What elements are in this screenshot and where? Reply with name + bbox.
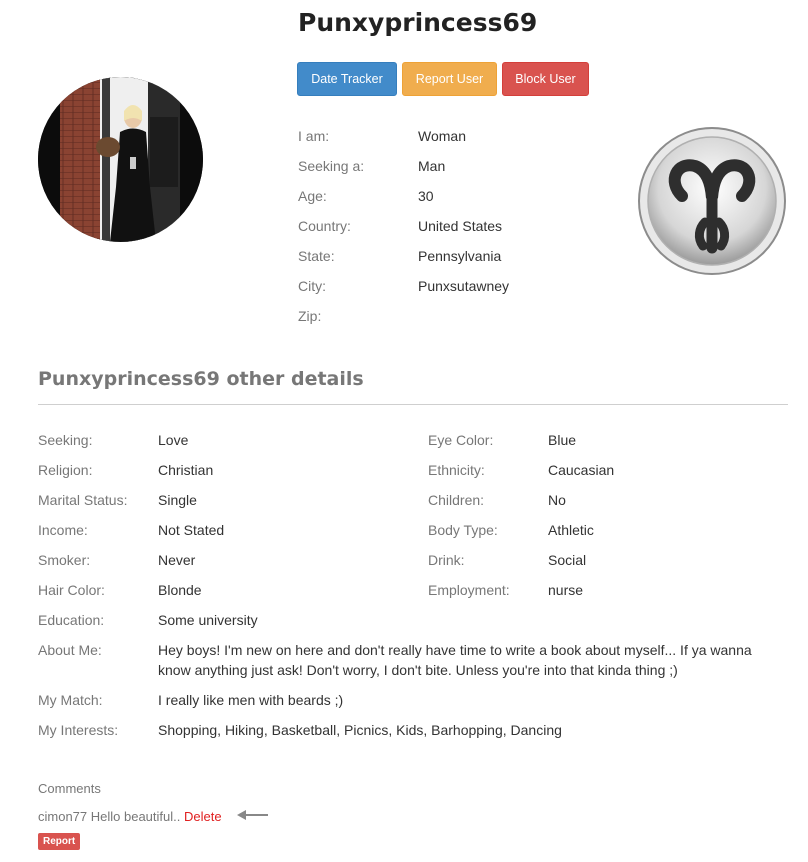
detail-label-education: Education: — [38, 612, 105, 628]
detail-label-drink: Drink: — [428, 552, 465, 568]
detail-value-income: Not Stated — [158, 522, 225, 538]
detail-value-children: No — [548, 492, 566, 508]
detail-label-ethnicity: Ethnicity: — [428, 462, 485, 478]
my-match-text: I really like men with beards ;) — [158, 692, 344, 708]
basic-value-country: United States — [418, 218, 503, 234]
detail-label-marital-status: Marital Status: — [38, 492, 128, 508]
basic-value-seeking: Man — [418, 158, 446, 174]
basic-label-age: Age: — [298, 188, 327, 204]
detail-value-body-type: Athletic — [548, 522, 594, 538]
my-interests-label: My Interests: — [38, 722, 119, 738]
aries-icon — [637, 126, 787, 276]
my-interests-text: Shopping, Hiking, Basketball, Picnics, Kids, Barhopping, Dancing — [158, 722, 562, 738]
detail-value-religion: Christian — [158, 462, 214, 478]
detail-label-religion: Religion: — [38, 462, 93, 478]
detail-label-body-type: Body Type: — [428, 522, 498, 538]
detail-label-seeking: Seeking: — [38, 432, 93, 448]
about-me-text: Hey boys! I'm new on here and don't really have time to write a book about myself... If ya wanna know anything just ask! Don't worry, I don't bite. Unless you're into that kinda thing ;) — [158, 642, 752, 678]
my-match-label: My Match: — [38, 692, 103, 708]
detail-label-income: Income: — [38, 522, 88, 538]
detail-value-employment: nurse — [548, 582, 584, 598]
report-user-button[interactable]: Report User — [402, 62, 497, 96]
basic-value-state: Pennsylvania — [418, 248, 502, 264]
detail-value-smoker: Never — [158, 552, 196, 568]
detail-value-marital-status: Single — [158, 492, 197, 508]
date-tracker-button[interactable]: Date Tracker — [297, 62, 397, 96]
profile-photo — [38, 77, 203, 242]
detail-value-seeking: Love — [158, 432, 189, 448]
basic-value-age: 30 — [418, 188, 434, 204]
basic-value-city: Punxsutawney — [418, 278, 510, 294]
detail-label-children: Children: — [428, 492, 485, 508]
comment-report-button[interactable]: Report — [38, 833, 80, 850]
detail-label-smoker: Smoker: — [38, 552, 91, 568]
profile-username: Punxyprincess69 — [298, 8, 538, 37]
basic-label-zip: Zip: — [298, 308, 322, 324]
comments-title: Comments — [38, 781, 101, 796]
detail-value-education: Some university — [158, 612, 258, 628]
arrow-left-icon — [236, 808, 270, 827]
comment-text: cimon77 Hello beautiful.. — [38, 809, 181, 824]
basic-label-iam: I am: — [298, 128, 330, 144]
basic-label-city: City: — [298, 278, 326, 294]
block-user-button[interactable]: Block User — [502, 62, 589, 96]
about-me-label: About Me: — [38, 642, 102, 658]
comment-delete-link[interactable]: Delete — [183, 809, 222, 824]
detail-value-eye-color: Blue — [548, 432, 577, 448]
comment-item — [38, 809, 222, 824]
basic-label-country: Country: — [298, 218, 351, 234]
basic-label-state: State: — [298, 248, 335, 264]
detail-label-hair-color: Hair Color: — [38, 582, 105, 598]
basic-value-iam: Woman — [418, 128, 466, 144]
detail-label-employment: Employment: — [428, 582, 510, 598]
detail-value-hair-color: Blonde — [158, 582, 202, 598]
detail-label-eye-color: Eye Color: — [428, 432, 494, 448]
detail-value-ethnicity: Caucasian — [548, 462, 615, 478]
basic-label-seeking: Seeking a: — [298, 158, 365, 174]
details-divider — [38, 404, 788, 405]
detail-value-drink: Social — [548, 552, 587, 568]
avatar[interactable] — [38, 77, 203, 242]
details-title: Punxyprincess69 other details — [38, 368, 364, 390]
